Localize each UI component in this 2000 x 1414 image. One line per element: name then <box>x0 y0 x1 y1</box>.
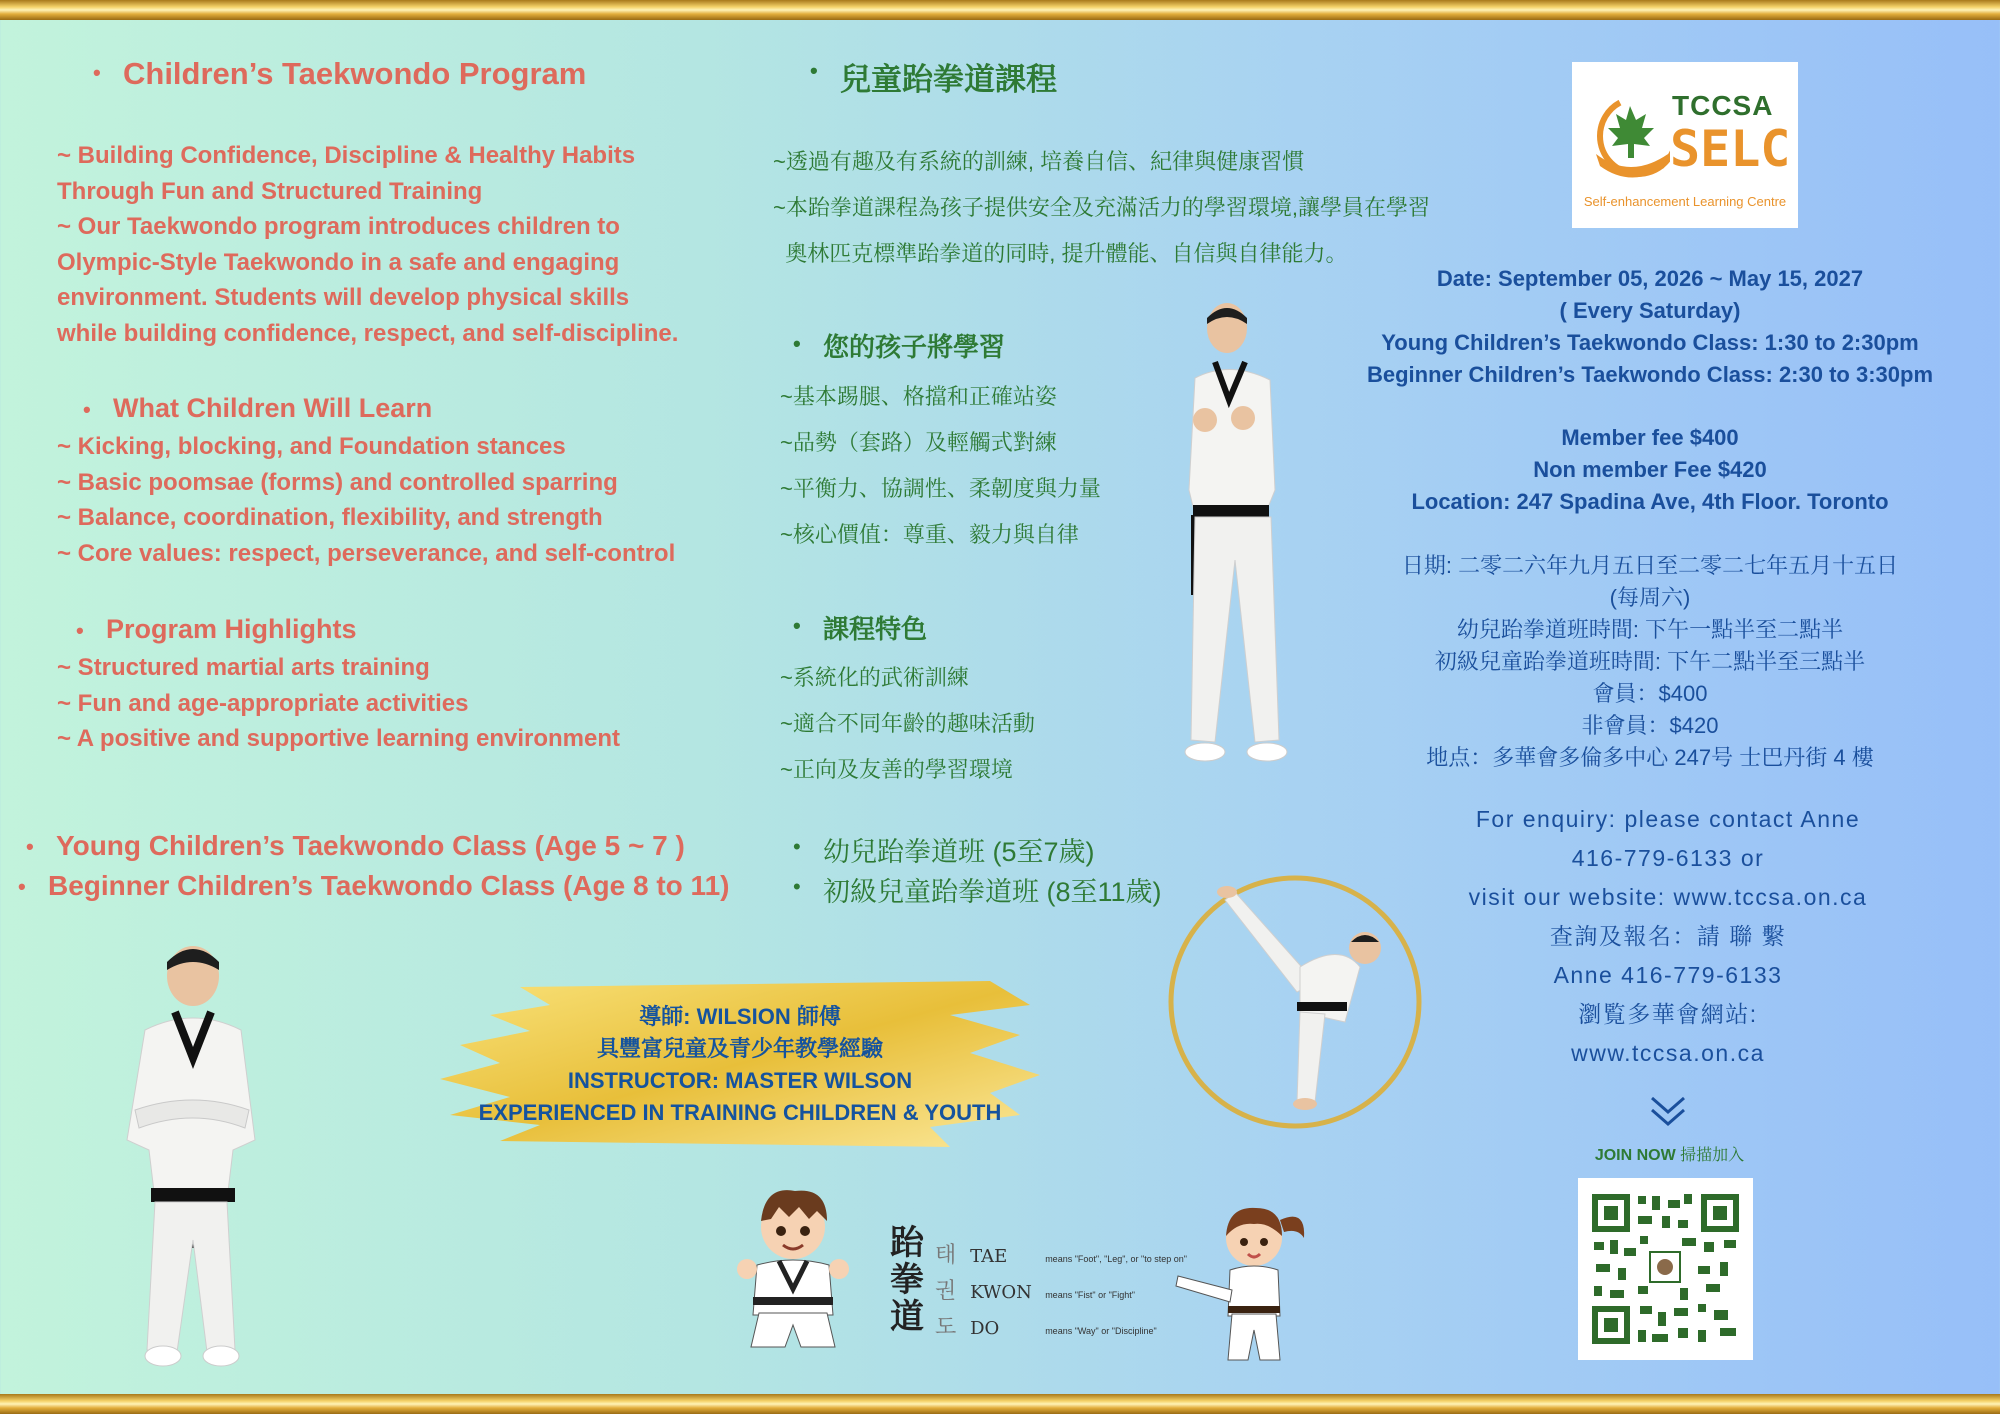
qr-code-icon <box>1578 1178 1753 1360</box>
list-item: ~ Core values: respect, perseverance, and self-control <box>57 539 676 567</box>
chevron-down-icon <box>1650 1096 1686 1128</box>
zh-intro-text: ~透過有趣及有系統的訓練, 培養自信、紀律與健康習慣 ~本跆拳道課程為孩子提供安全及充滿活力的學習環境,讓學員在學習 奧林匹克標準跆拳道的同時, 提升體能、自信與自律能力。 <box>773 149 1430 266</box>
list-item: ~正向及友善的學習環境 <box>780 757 1013 782</box>
list-item: ~ A positive and supportive learning environment <box>57 725 620 752</box>
logo-brand-top: TCCSA <box>1672 90 1774 121</box>
cartoon-boy-illustration <box>735 1185 850 1355</box>
highlights-list <box>57 650 620 757</box>
top-gold-border <box>0 0 2000 20</box>
contact-info: For enquiry: please contact Anne 416-779-6133 or visit our website: www.tccsa.on.ca 查詢及報名：請 聯 繫 Anne 416-779-6133 瀏覧多華會網站: www.tccsa.on.ca <box>1468 806 1868 1066</box>
list-item: ~ Fun and age-appropriate activities <box>57 689 469 717</box>
list-item: ~適合不同年齡的趣味活動 <box>780 711 1035 736</box>
list-item: ~基本踢腿、格擋和正確站姿 <box>780 384 1057 409</box>
highlights-title: • Program Highlights <box>106 614 357 645</box>
instructor-text: 導師: WILSION 師傅 具豐富兒童及青少年教學經驗 INSTRUCTOR: MASTER WILSON EXPERIENCED IN TRAINING CHILDREN & YOUTH <box>478 1004 1002 1125</box>
tccsa-selc-logo <box>1572 62 1798 228</box>
logo-brand-bottom: SELC <box>1670 120 1791 178</box>
tkd-row-kwon: 권 KWON means "Fist" or "Fight" <box>935 1279 1135 1304</box>
tkd-row-tae: 태 TAE means "Foot", "Leg", or "to step on" <box>935 1243 1187 1268</box>
join-now-label: JOIN NOW 掃描加入 <box>1594 1147 1745 1164</box>
zh-class-young: • 幼兒跆拳道班 (5至7歲) <box>823 830 1095 869</box>
qr-code[interactable] <box>1578 1178 1753 1360</box>
tkd-meaning-table <box>935 1238 1187 1346</box>
zh-learn-list <box>780 374 1101 558</box>
zh-class-beginner: • 初級兒童跆拳道班 (8至11歲) <box>823 870 1162 909</box>
tkd-row-do: 도 DO means "Way" or "Discipline" <box>935 1315 1157 1340</box>
list-item: ~ Balance, coordination, flexibility, and strength <box>57 504 603 531</box>
instructor-standing-photo <box>115 940 265 1372</box>
logo-tagline: Self-enhancement Learning Centre <box>1583 194 1787 209</box>
bottom-gold-border <box>0 1394 2000 1414</box>
schedule-zh: 日期: 二零二六年九月五日至二零二七年五月十五日 (每周六) 幼兒跆拳道班時間: 下午一點半至二點半 初級兒童跆拳道班時間: 下午二點半至三點半 會員：$400 非會員：$420 地点：多華會多倫多中心 247号 士巴丹街 4 樓 <box>1401 553 1899 770</box>
zh-features-list <box>780 655 1035 793</box>
tkd-hanja: 跆拳道 <box>890 1223 924 1337</box>
schedule-en: Date: September 05, 2026 ~ May 15, 2027 ( Every Saturday) Young Children’s Taekwondo Class: 1:30 to 2:30pm Beginner Children’s Taekwondo Class: 2:30 to 3:30pm <box>1366 266 1934 387</box>
list-item: ~核心價值：尊重、毅力與自律 <box>780 522 1079 547</box>
learn-list <box>57 429 675 571</box>
list-item: ~系統化的武術訓練 <box>780 665 969 690</box>
class-beginner-en: • Beginner Children’s Taekwondo Class (Age 8 to 11) <box>48 870 729 902</box>
maple-hand-icon <box>1590 76 1670 186</box>
class-young-en: • Young Children’s Taekwondo Class (Age 5 ~ 7 ) <box>56 830 685 862</box>
learn-title: • What Children Will Learn <box>113 393 432 424</box>
zh-learn-title: • 您的孩子將學習 <box>823 327 1005 364</box>
fees-en: Member fee $400 Non member Fee $420 Location: 247 Spadina Ave, 4th Floor. Toronto <box>1411 425 1889 514</box>
zh-program-title: • 兒童跆拳道課程 <box>840 54 1057 99</box>
list-item: ~品勢（套路）及輕觸式對練 <box>780 430 1057 455</box>
list-item: ~ Kicking, blocking, and Foundation stances <box>57 433 566 460</box>
intro-text: ~ Building Confidence, Discipline & Healthy Habits Through Fun and Structured Training ~ Our Taekwondo program introduces children to Olympic-Style Taekwondo in a safe and engaging environment. Students will develop physical skills while building confidence, respect, and self-discipline. <box>57 142 679 347</box>
list-item: ~ Basic poomsae (forms) and controlled sparring <box>57 468 618 496</box>
instructor-stance-photo <box>1175 300 1295 772</box>
list-item: ~ Structured martial arts training <box>57 654 430 681</box>
zh-features-title: • 課程特色 <box>823 609 927 646</box>
program-title: • Children’s Taekwondo Program <box>123 56 586 92</box>
cartoon-girl-illustration <box>1168 1198 1318 1373</box>
list-item: ~平衡力、協調性、柔韌度與力量 <box>780 476 1101 501</box>
